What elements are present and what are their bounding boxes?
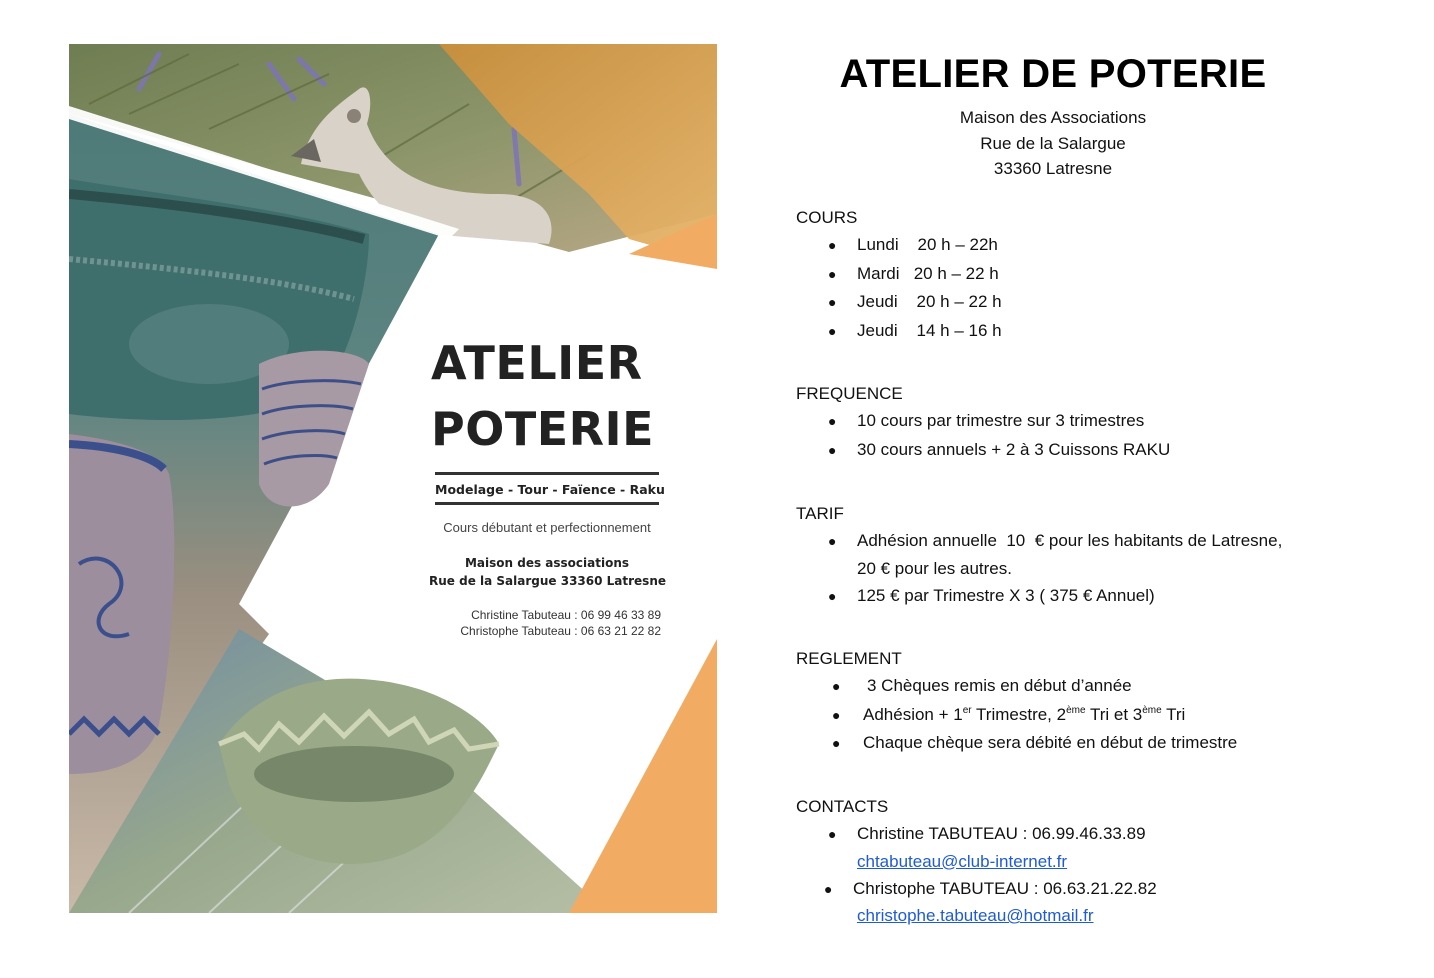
contact-1-email-link[interactable]: chtabuteau@club-internet.fr (857, 851, 1068, 871)
section-contacts (796, 794, 1157, 929)
section-cours (796, 205, 1002, 345)
section-tarif (796, 501, 1282, 610)
poster-contact-2: Christophe Tabuteau : 06 63 21 22 82 (460, 624, 661, 638)
list-item (796, 288, 1002, 317)
bullet-icon: ● (828, 826, 837, 842)
poster-contacts (427, 607, 661, 639)
poster-subtitle: Modelage - Tour - Faïence - Raku (435, 482, 665, 497)
reglement-item-2-part: Adhésion + 1 (863, 704, 963, 724)
bullet-icon: ● (832, 735, 841, 751)
tarif-item-1-line-2: 20 € pour les autres. (857, 558, 1012, 578)
list-item (796, 436, 1170, 465)
bullet-icon: ● (828, 413, 837, 429)
tarif-heading: TARIF (796, 504, 844, 523)
cours-heading: COURS (796, 208, 858, 227)
bullet-icon: ● (828, 294, 837, 310)
reglement-list (796, 672, 1237, 758)
list-item (796, 317, 1002, 346)
reglement-item-3: Chaque chèque sera débité en début de trimestre (863, 733, 1238, 752)
list-item (796, 820, 1157, 875)
tarif-item-2: 125 € par Trimestre X 3 ( 375 € Annuel) (857, 585, 1155, 605)
frequence-item: 10 cours par trimestre sur 3 trimestres (857, 411, 1145, 430)
bullet-icon: ● (828, 265, 837, 282)
bullet-icon: ● (828, 322, 837, 339)
poster-title-line2: POTERIE (431, 402, 655, 456)
contacts-heading: CONTACTS (796, 797, 889, 816)
section-reglement (796, 646, 1237, 758)
reglement-item-1: 3 Chèques remis en début d’année (867, 676, 1132, 695)
doc-title: ATELIER DE POTERIE (839, 52, 1267, 96)
list-item (796, 582, 1282, 611)
poster-address (429, 554, 665, 590)
doc-address (798, 105, 1308, 182)
orange-shape-bottom (569, 639, 717, 913)
cours-day: Jeudi (857, 292, 898, 311)
cours-hours: 20 h – 22h (917, 235, 998, 254)
section-frequence (796, 381, 1170, 464)
bullet-icon: ● (832, 706, 841, 723)
contact-2-name: Christophe TABUTEAU : 06.63.21.22.82 (853, 878, 1157, 898)
superscript: er (962, 704, 972, 716)
bullet-icon: ● (828, 237, 837, 253)
bullet-icon: ● (832, 678, 841, 694)
list-item (796, 260, 1002, 289)
frequence-heading: FREQUENCE (796, 384, 903, 403)
poster-rule-top (435, 472, 659, 475)
poster-title-line1: ATELIER (431, 336, 643, 390)
poster-address-line1: Maison des associations (464, 556, 630, 570)
list-item (796, 672, 1237, 701)
superscript: ème (1066, 704, 1086, 716)
reglement-item-2-part: Tri et 3 (1085, 704, 1143, 724)
frequence-item: 30 cours annuels + 2 à 3 Cuissons RAKU (857, 439, 1171, 459)
poster-artwork (69, 44, 717, 913)
reglement-item-2-part: Tri (1161, 704, 1186, 724)
superscript: ème (1142, 704, 1162, 716)
contact-1-name: Christine TABUTEAU : 06.99.46.33.89 (857, 824, 1146, 843)
cours-day: Jeudi (857, 320, 898, 340)
list-item (796, 231, 1002, 260)
cours-hours: 20 h – 22 h (913, 263, 999, 283)
list-item (796, 527, 1282, 582)
list-item (796, 875, 1157, 930)
cours-hours: 20 h – 22 h (916, 292, 1002, 311)
contact-2-email-link[interactable]: christophe.tabuteau@hotmail.fr (857, 906, 1094, 925)
cours-day: Mardi (857, 263, 900, 283)
bullet-icon: ● (828, 441, 837, 458)
cours-hours: 14 h – 16 h (916, 320, 1002, 340)
frequence-list (796, 407, 1170, 464)
reglement-heading: REGLEMENT (796, 649, 902, 668)
contacts-list (796, 820, 1157, 929)
poster-contact-1: Christine Tabuteau : 06 99 46 33 89 (471, 608, 661, 622)
list-item (796, 701, 1237, 730)
poster (69, 44, 717, 913)
poster-cours: Cours débutant et perfectionnement (443, 520, 651, 535)
poster-address-line2: Rue de la Salargue 33360 Latresne (429, 574, 666, 588)
list-item (796, 729, 1237, 758)
poster-title (431, 330, 654, 462)
tarif-list (796, 527, 1282, 610)
cours-list (796, 231, 1002, 345)
striped-jar (259, 351, 369, 507)
tarif-item-1-line-1: Adhésion annuelle 10 € pour les habitants de Latresne, (857, 531, 1283, 550)
bullet-icon: ● (828, 533, 837, 549)
bullet-icon: ● (824, 880, 833, 897)
address-line-1: Maison des Associations (959, 108, 1147, 127)
bullet-icon: ● (828, 587, 837, 604)
address-line-3: 33360 Latresne (993, 159, 1113, 178)
address-line-2: Rue de la Salargue (980, 133, 1126, 153)
list-item (796, 407, 1170, 436)
poster-rule-bottom (435, 502, 659, 505)
reglement-item-2-part: Trimestre, 2 (971, 704, 1067, 724)
cours-day: Lundi (857, 235, 899, 254)
